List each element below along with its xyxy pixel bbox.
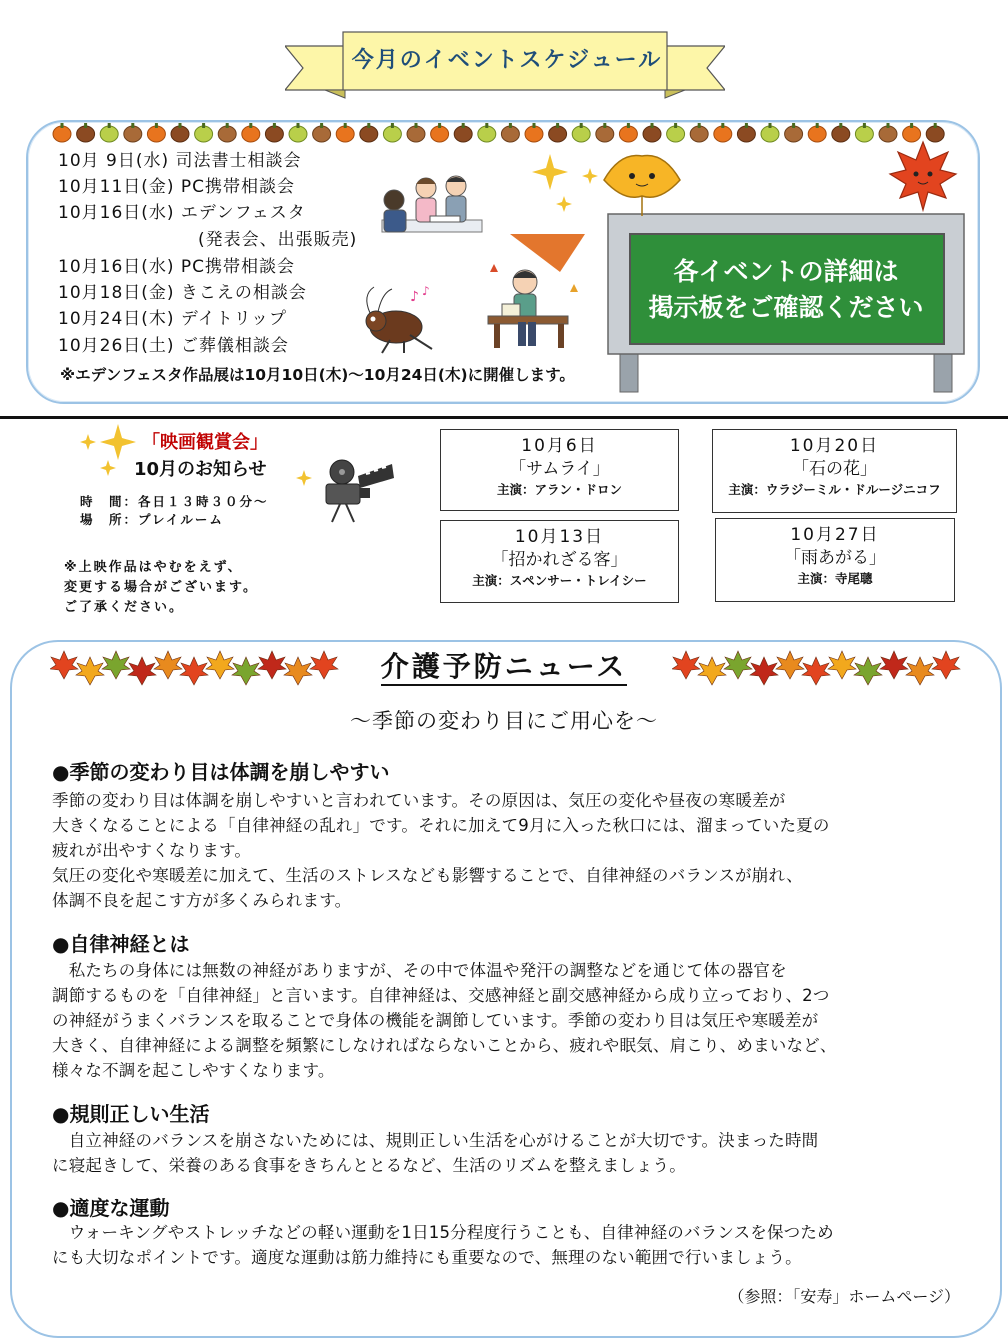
fruit-stem (320, 123, 323, 128)
fruit-stem (273, 123, 276, 128)
fruit-stem (533, 123, 536, 128)
reference-note: （参照：「安寿」ホームページ） (728, 1287, 960, 1306)
body-line: 疲れが出やすくなります。 (52, 841, 252, 860)
fruit-stem (556, 123, 559, 128)
fruit-stem (391, 123, 394, 128)
fruit-icon (714, 126, 732, 142)
movie-event-title: 「映画観賞会」 (142, 432, 268, 453)
section-body (52, 958, 957, 1083)
fruit-icon (242, 126, 260, 142)
fruit-icon (785, 126, 803, 142)
movie-note-line: 変更する場合がございます。 (64, 580, 258, 595)
ginkgo-leaf-character (600, 150, 684, 218)
fruit-icon (478, 126, 496, 142)
fruit-icon (195, 126, 213, 142)
board-line-2: 掲示板をご確認ください (648, 293, 924, 322)
fruit-icon (596, 126, 614, 142)
board-line-1: 各イベントの詳細は (673, 257, 899, 286)
movie-cast: 主演：寺尾聰 (797, 571, 873, 586)
body-line: 調節するものを「自律神経」と言います。自律神経は、交感神経と副交感神経から成り立っており、2つ (52, 986, 830, 1005)
fruit-stem (863, 123, 866, 128)
movie-time: 時 間：各日１３時３０分～ (80, 494, 269, 509)
news-title-text: 介護予防ニュース (381, 650, 628, 686)
fruit-icon (855, 126, 873, 142)
fruit-stem (887, 123, 890, 128)
body-line: 大きく、自律神経による調整を頻繁にしなければならないことから、疲れや眠気、肩こり、めまいなど、 (52, 1036, 837, 1055)
schedule-item: 10月18日(金) きこえの相談会 (58, 283, 307, 303)
fruit-stem (627, 123, 630, 128)
movie-card (440, 429, 679, 511)
movie-card (715, 518, 955, 602)
body-line: にも大切なポイントです。適度な運動は筋力維持にも重要なので、無理のない範囲で行いましょう。 (52, 1248, 802, 1267)
fruit-stem (934, 123, 937, 128)
body-line: 気圧の変化や寒暖差に加えて、生活のストレスなども影響することで、自律神経のバランスが崩れ、 (52, 866, 803, 885)
fruit-stem (509, 123, 512, 128)
fruit-icon (383, 126, 401, 142)
movie-note-line: ※上映作品はやむをえず、 (64, 560, 243, 575)
fruit-icon (431, 126, 449, 142)
schedule-item: 10月16日(水) エデンフェスタ (58, 203, 306, 223)
fruit-stem (131, 123, 134, 128)
body-line: 様々な不調を起こしやすくなります。 (52, 1061, 335, 1080)
fruit-stem (61, 123, 64, 128)
fruit-icon (53, 126, 71, 142)
fruit-stem (816, 123, 819, 128)
fruit-stem (769, 123, 772, 128)
fruit-stem (603, 123, 606, 128)
fruit-stem (438, 123, 441, 128)
fruit-icon (147, 126, 165, 142)
fruit-stem (721, 123, 724, 128)
section-body (52, 788, 957, 913)
film-projector-icon (296, 458, 396, 524)
body-line: 季節の変わり目は体調を崩しやすいと言われています。その原因は、気圧の変化や昼夜の寒暖差が (52, 791, 786, 810)
fruit-stem (344, 123, 347, 128)
fruit-stem (297, 123, 300, 128)
movie-title: 「石の花」 (792, 459, 877, 479)
fruit-icon (667, 126, 685, 142)
movie-title: 「雨あがる」 (784, 548, 886, 568)
fruit-icon (619, 126, 637, 142)
movie-title: 「招かれざる客」 (491, 550, 628, 570)
svg-text:♪: ♪ (422, 285, 430, 298)
fruit-icon (501, 126, 519, 142)
fruit-stem (745, 123, 748, 128)
fruit-stem (792, 123, 795, 128)
fruit-icon (761, 126, 779, 142)
movie-cast: 主演：スペンサー・トレイシー (472, 573, 647, 588)
fruit-icon (407, 126, 425, 142)
fruit-stem (367, 123, 370, 128)
banner-title: 今月のイベントスケジュール (351, 47, 663, 73)
fruit-icon (265, 126, 283, 142)
consultation-illustration (380, 170, 490, 255)
fruit-icon (808, 126, 826, 142)
section-body (52, 1128, 957, 1178)
fruit-icon (737, 126, 755, 142)
sparkle-icon (528, 152, 608, 222)
movie-cast: 主演：ウラジーミル・ドルージニコフ (728, 482, 941, 497)
schedule-item: 10月26日(土) ご葬儀相談会 (58, 336, 289, 356)
body-line: 自立神経のバランスを崩さないためには、規則正しい生活を心がけることが大切です。決まった時間 (52, 1131, 819, 1150)
svg-text:♪: ♪ (410, 289, 419, 305)
fruit-icon (832, 126, 850, 142)
board-message (630, 236, 942, 344)
cricket-illustration (360, 285, 440, 355)
schedule-item: 10月 9日(水) 司法書士相談会 (58, 151, 302, 171)
schedule-item: 10月24日(木) デイトリップ (58, 309, 288, 329)
movie-date: 10月13日 (514, 527, 605, 547)
movie-event-subtitle: 10月のお知らせ (134, 459, 267, 480)
section-heading: ●適度な運動 (52, 1196, 170, 1220)
movie-cast: 主演：アラン・ドロン (496, 482, 622, 497)
body-line: 私たちの身体には無数の神経がありますが、その中で体温や発汗の調整などを通じて体の器官を (52, 961, 787, 980)
schedule-item-detail: (発表会、出張販売) (198, 230, 358, 250)
body-line: ウォーキングやストレッチなどの軽い運動を1日15分程度行うことも、自律神経のバランスを保つため (52, 1223, 834, 1242)
movie-date: 10月20日 (789, 436, 880, 456)
schedule-note: ※エデンフェスタ作品展は10月10日(木)～10月24日(木)に開催します。 (60, 366, 575, 384)
fruit-icon (549, 126, 567, 142)
section-heading: ●自律神経とは (52, 932, 190, 956)
schedule-item: 10月11日(金) PC携帯相談会 (58, 177, 296, 197)
fruit-icon (171, 126, 189, 142)
fruit-icon (124, 126, 142, 142)
fruit-icon (100, 126, 118, 142)
fruit-stem (462, 123, 465, 128)
fruit-stem (155, 123, 158, 128)
fruit-stem (108, 123, 111, 128)
section-body (52, 1220, 957, 1270)
section-heading: ●季節の変わり目は体調を崩しやすい (52, 760, 390, 784)
movie-title: 「サムライ」 (509, 459, 610, 479)
fruit-stem (698, 123, 701, 128)
body-line: 体調不良を起こす方が多くみられます。 (52, 891, 352, 910)
movie-card (440, 520, 679, 603)
fruit-stem (485, 123, 488, 128)
fruit-icon (313, 126, 331, 142)
schedule-item: 10月16日(水) PC携帯相談会 (58, 257, 296, 277)
news-subtitle: ～季節の変わり目にご用心を～ (350, 709, 658, 733)
section-divider (0, 416, 1008, 419)
fruit-stem (249, 123, 252, 128)
fruit-stem (674, 123, 677, 128)
fruit-stem (839, 123, 842, 128)
fruit-stem (651, 123, 654, 128)
fruit-icon (336, 126, 354, 142)
movie-date: 10月27日 (790, 525, 880, 545)
body-line: に寝起きして、栄養のある食事をきちんととるなど、生活のリズムを整えましょう。 (52, 1156, 686, 1175)
fruit-icon (572, 126, 590, 142)
fruit-icon (454, 126, 472, 142)
fruit-stem (84, 123, 87, 128)
movie-place: 場 所：プレイルーム (80, 512, 224, 527)
movie-date: 10月6日 (521, 436, 598, 456)
movie-note-line: ご了承ください。 (64, 600, 185, 615)
maple-leaf-character (888, 140, 958, 214)
fruit-stem (202, 123, 205, 128)
fruit-stem (415, 123, 418, 128)
fruit-icon (690, 126, 708, 142)
section-heading: ●規則正しい生活 (52, 1102, 210, 1126)
body-line: の神経がうまくバランスを取ることで身体の機能を調節しています。季節の変わり目は気圧や寒暖差が (52, 1011, 819, 1030)
news-title (0, 645, 1008, 685)
fruit-icon (525, 126, 543, 142)
fruit-stem (226, 123, 229, 128)
reading-person-illustration (480, 232, 590, 357)
fruit-icon (643, 126, 661, 142)
body-line: 大きくなることによる「自律神経の乱れ」です。それに加えて9月に入った秋口には、溜まっていた夏の (52, 816, 830, 835)
movie-card (712, 429, 957, 513)
fruit-icon (218, 126, 236, 142)
fruit-icon (289, 126, 307, 142)
fruit-icon (77, 126, 95, 142)
fruit-icon (360, 126, 378, 142)
fruit-stem (580, 123, 583, 128)
fruit-stem (179, 123, 182, 128)
fruit-stem (910, 123, 913, 128)
autumn-fruit-border (52, 122, 957, 144)
